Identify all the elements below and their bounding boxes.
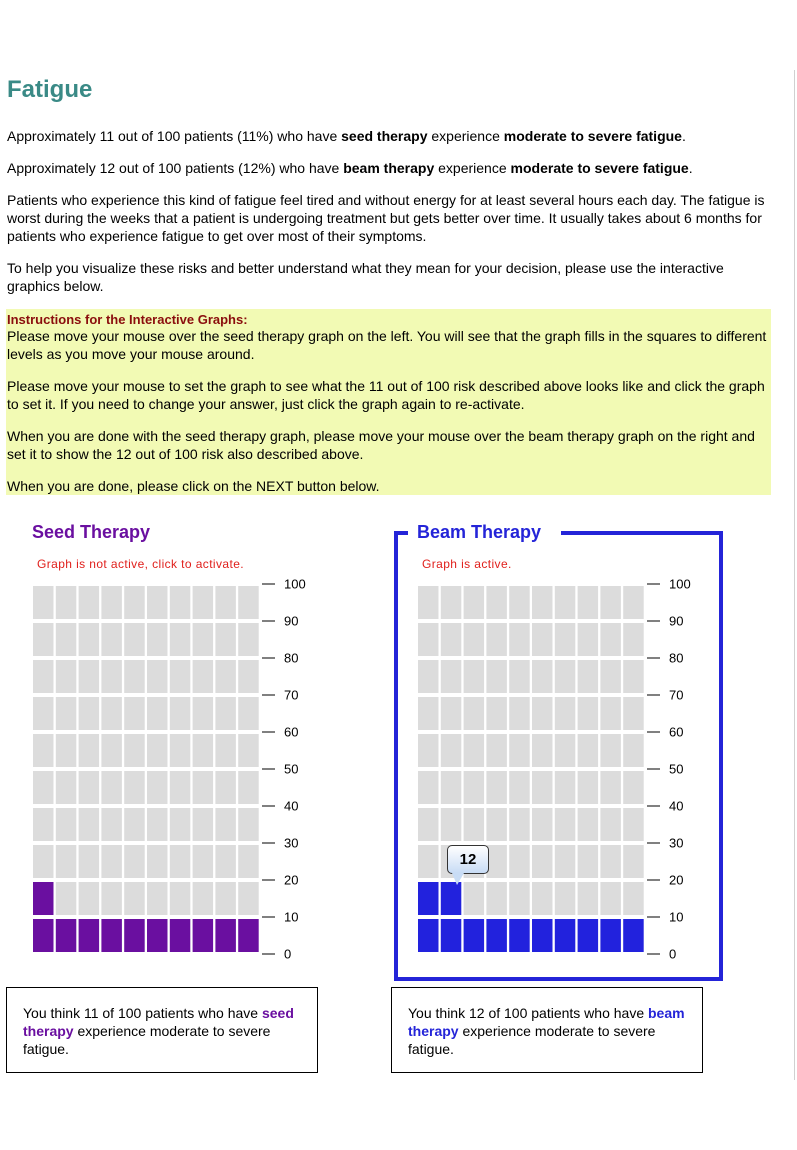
text: You think 12 of 100 patients who have [408, 1005, 648, 1021]
beam-panel-title: Beam Therapy [417, 522, 542, 542]
beam-cell[interactable] [578, 808, 599, 841]
text: Approximately 11 out of 100 patients (11%) who have [7, 128, 342, 144]
seed-cell[interactable] [147, 882, 168, 915]
seed-cell[interactable] [170, 882, 191, 915]
beam-cell[interactable] [464, 697, 485, 730]
seed-cell[interactable] [170, 734, 191, 767]
axis-tick-label: 50 [284, 761, 299, 777]
seed-cell[interactable] [56, 586, 77, 619]
seed-cell[interactable] [56, 808, 77, 841]
seed-cell[interactable] [193, 771, 214, 804]
seed-cell[interactable] [193, 586, 214, 619]
seed-graph-status: Graph is not active, click to activate. [37, 557, 245, 571]
beam-cell[interactable] [532, 623, 553, 656]
seed-cell[interactable] [193, 734, 214, 767]
emphasis: seed therapy [341, 128, 428, 144]
axis-tick-label: 40 [284, 798, 299, 814]
axis-tick-label: 10 [284, 909, 299, 925]
seed-cell[interactable] [101, 734, 122, 767]
beam-cell[interactable] [600, 734, 621, 767]
beam-cell[interactable] [418, 623, 439, 656]
seed-cell[interactable] [170, 586, 191, 619]
beam-cell[interactable] [464, 623, 485, 656]
seed-cell[interactable] [101, 771, 122, 804]
beam-cell[interactable] [623, 919, 644, 952]
seed-cell[interactable] [56, 734, 77, 767]
beam-cell[interactable] [509, 697, 530, 730]
text: You think 11 of 100 patients who have [23, 1005, 262, 1021]
instructions-line-1: Please move your mouse over the seed therapy graph on the left. You will see that the graph fills in the squares to different levels as you move your mouse around. [7, 328, 767, 362]
seed-cell[interactable] [56, 845, 77, 878]
seed-result-box [6, 987, 318, 1073]
axis-tick-label: 30 [284, 835, 299, 851]
beam-cell[interactable] [486, 845, 507, 878]
axis-tick-label: 60 [669, 724, 684, 740]
seed-cell[interactable] [101, 623, 122, 656]
beam-cell[interactable] [600, 697, 621, 730]
beam-cell[interactable] [532, 919, 553, 952]
text: Approximately 12 out of 100 patients (12%) who have [7, 160, 344, 176]
seed-cell[interactable] [33, 660, 54, 693]
beam-cell[interactable] [532, 845, 553, 878]
beam-graph-status: Graph is active. [422, 557, 512, 571]
beam-cell[interactable] [486, 771, 507, 804]
beam-cell[interactable] [532, 771, 553, 804]
beam-cell[interactable] [578, 586, 599, 619]
beam-cell[interactable] [441, 919, 462, 952]
beam-cell[interactable] [509, 771, 530, 804]
seed-cell[interactable] [170, 697, 191, 730]
beam-cell[interactable] [623, 845, 644, 878]
beam-cell[interactable] [509, 882, 530, 915]
seed-cell[interactable] [147, 734, 168, 767]
beam-cell[interactable] [532, 808, 553, 841]
beam-cell[interactable] [418, 919, 439, 952]
beam-cell[interactable] [486, 697, 507, 730]
seed-cell[interactable] [79, 734, 100, 767]
beam-cell[interactable] [418, 586, 439, 619]
seed-cell[interactable] [33, 882, 54, 915]
seed-cell[interactable] [124, 660, 145, 693]
beam-cell[interactable] [578, 623, 599, 656]
seed-cell[interactable] [101, 882, 122, 915]
beam-cell[interactable] [555, 771, 576, 804]
seed-cell[interactable] [147, 919, 168, 952]
beam-cell[interactable] [623, 734, 644, 767]
seed-cell[interactable] [101, 919, 122, 952]
axis-tick-label: 100 [669, 576, 691, 592]
seed-cell[interactable] [215, 623, 236, 656]
text: experience moderate to severe fatigue. [23, 1023, 271, 1057]
beam-cell[interactable] [464, 586, 485, 619]
beam-cell[interactable] [578, 845, 599, 878]
instructions-heading: Instructions for the Interactive Graphs: [7, 312, 248, 327]
axis-tick-label: 30 [669, 835, 684, 851]
axis-tick-label: 70 [284, 687, 299, 703]
beam-cell[interactable] [418, 734, 439, 767]
seed-cell[interactable] [238, 771, 259, 804]
seed-cell[interactable] [193, 882, 214, 915]
text: experience moderate to severe fatigue. [408, 1023, 656, 1057]
beam-cell[interactable] [623, 697, 644, 730]
seed-cell[interactable] [124, 882, 145, 915]
axis-tick-label: 0 [284, 946, 292, 962]
seed-cell[interactable] [56, 771, 77, 804]
beam-cell[interactable] [555, 845, 576, 878]
seed-cell[interactable] [101, 808, 122, 841]
seed-cell[interactable] [124, 771, 145, 804]
beam-cell[interactable] [600, 808, 621, 841]
seed-cell[interactable] [33, 734, 54, 767]
beam-cell[interactable] [464, 660, 485, 693]
beam-cell[interactable] [555, 623, 576, 656]
seed-cell[interactable] [238, 845, 259, 878]
beam-value-callout: 12 [447, 845, 489, 874]
seed-cell[interactable] [147, 586, 168, 619]
beam-cell[interactable] [418, 771, 439, 804]
beam-cell[interactable] [441, 808, 462, 841]
beam-cell[interactable] [600, 660, 621, 693]
beam-cell[interactable] [623, 586, 644, 619]
beam-cell[interactable] [418, 882, 439, 915]
seed-cell[interactable] [238, 919, 259, 952]
callout-tail [452, 873, 464, 885]
seed-cell[interactable] [101, 586, 122, 619]
instructions-line-3: When you are done with the seed therapy graph, please move your mouse over the beam therapy graph on the right and set it to show the 12 out of 100 risk also described above. [7, 428, 755, 462]
beam-cell[interactable] [600, 919, 621, 952]
beam-frame-top-right [561, 531, 719, 535]
seed-cell[interactable] [170, 660, 191, 693]
beam-cell[interactable] [464, 919, 485, 952]
beam-result-box [391, 987, 703, 1073]
beam-cell[interactable] [532, 734, 553, 767]
seed-cell[interactable] [124, 623, 145, 656]
seed-cell[interactable] [79, 808, 100, 841]
axis-tick-label: 90 [284, 613, 299, 629]
beam-cell[interactable] [418, 697, 439, 730]
axis-tick-label: 80 [669, 650, 684, 666]
seed-cell[interactable] [79, 660, 100, 693]
instructions-box [6, 309, 771, 495]
axis-tick-label: 0 [669, 946, 677, 962]
beam-cell[interactable] [532, 882, 553, 915]
beam-cell[interactable] [578, 771, 599, 804]
seed-cell[interactable] [124, 919, 145, 952]
beam-cell[interactable] [555, 697, 576, 730]
fatigue-description: Patients who experience this kind of fatigue feel tired and without energy for at least several hours each day. The fatigue is worst during the weeks that a patient is undergoing treatment but gets better over time. It usually takes about 6 months for patients who experience fatigue to get over most of their symptoms. [7, 192, 765, 244]
seed-cell[interactable] [147, 845, 168, 878]
beam-cell[interactable] [509, 623, 530, 656]
seed-cell[interactable] [124, 845, 145, 878]
seed-cell[interactable] [238, 697, 259, 730]
seed-result-text [23, 1004, 301, 1058]
seed-cell[interactable] [215, 845, 236, 878]
seed-cell[interactable] [101, 845, 122, 878]
seed-cell[interactable] [170, 845, 191, 878]
axis-tick-label: 80 [284, 650, 299, 666]
emphasis: beam therapy [343, 160, 435, 176]
axis-tick-label: 50 [669, 761, 684, 777]
seed-cell[interactable] [170, 623, 191, 656]
beam-cell[interactable] [555, 586, 576, 619]
axis-tick-label: 60 [284, 724, 299, 740]
beam-cell[interactable] [486, 623, 507, 656]
seed-cell[interactable] [56, 660, 77, 693]
seed-cell[interactable] [193, 808, 214, 841]
beam-cell[interactable] [441, 660, 462, 693]
beam-cell[interactable] [509, 808, 530, 841]
beam-cell[interactable] [623, 808, 644, 841]
beam-cell[interactable] [464, 882, 485, 915]
beam-cell[interactable] [600, 586, 621, 619]
seed-cell[interactable] [193, 660, 214, 693]
beam-cell[interactable] [600, 845, 621, 878]
beam-cell[interactable] [578, 697, 599, 730]
beam-cell[interactable] [509, 919, 530, 952]
seed-cell[interactable] [33, 623, 54, 656]
seed-risk-graph[interactable] [30, 575, 330, 967]
beam-cell[interactable] [441, 734, 462, 767]
seed-cell[interactable] [215, 808, 236, 841]
instructions-line-2: Please move your mouse to set the graph to see what the 11 out of 100 risk described above looks like and click the graph to set it. If you need to change your answer, just click the graph again to re-activate. [7, 378, 765, 412]
seed-cell[interactable] [238, 660, 259, 693]
seed-cell[interactable] [238, 808, 259, 841]
seed-cell[interactable] [215, 586, 236, 619]
text: experience [427, 128, 504, 144]
seed-cell[interactable] [79, 697, 100, 730]
axis-tick-label: 20 [284, 872, 299, 888]
beam-cell[interactable] [623, 882, 644, 915]
beam-cell[interactable] [623, 660, 644, 693]
beam-cell[interactable] [486, 734, 507, 767]
beam-cell[interactable] [623, 623, 644, 656]
axis-tick-label: 20 [669, 872, 684, 888]
emphasis: moderate to severe fatigue [503, 128, 682, 144]
seed-cell[interactable] [193, 845, 214, 878]
beam-cell[interactable] [532, 586, 553, 619]
seed-cell[interactable] [79, 845, 100, 878]
beam-cell[interactable] [600, 623, 621, 656]
beam-cell[interactable] [600, 882, 621, 915]
text: . [681, 128, 686, 144]
beam-cell[interactable] [623, 771, 644, 804]
seed-cell[interactable] [147, 697, 168, 730]
seed-cell[interactable] [101, 660, 122, 693]
seed-cell[interactable] [33, 697, 54, 730]
beam-cell[interactable] [509, 734, 530, 767]
seed-cell[interactable] [215, 771, 236, 804]
seed-cell[interactable] [215, 697, 236, 730]
seed-cell[interactable] [56, 697, 77, 730]
beam-cell[interactable] [555, 882, 576, 915]
beam-cell[interactable] [418, 808, 439, 841]
seed-cell[interactable] [79, 586, 100, 619]
seed-cell[interactable] [33, 771, 54, 804]
seed-cell[interactable] [193, 623, 214, 656]
axis-tick-label: 40 [669, 798, 684, 814]
beam-cell[interactable] [578, 882, 599, 915]
page-right-border [794, 70, 795, 1080]
beam-cell[interactable] [464, 808, 485, 841]
beam-cell[interactable] [509, 845, 530, 878]
page-title: Fatigue [7, 76, 93, 103]
beam-cell[interactable] [555, 919, 576, 952]
seed-cell[interactable] [238, 623, 259, 656]
beam-cell[interactable] [600, 771, 621, 804]
seed-cell[interactable] [147, 808, 168, 841]
beam-cell[interactable] [509, 660, 530, 693]
beam-cell[interactable] [486, 660, 507, 693]
axis-tick-label: 10 [669, 909, 684, 925]
seed-cell[interactable] [147, 623, 168, 656]
seed-cell[interactable] [56, 623, 77, 656]
beam-cell[interactable] [486, 808, 507, 841]
seed-cell[interactable] [147, 660, 168, 693]
seed-emphasis: seed therapy [23, 1005, 294, 1039]
beam-cell[interactable] [441, 697, 462, 730]
beam-cell[interactable] [418, 660, 439, 693]
visualize-paragraph: To help you visualize these risks and better understand what they mean for your decision, please use the interactive graphics below. [7, 260, 724, 294]
seed-cell[interactable] [215, 919, 236, 952]
beam-result-text [408, 1004, 686, 1058]
seed-cell[interactable] [101, 697, 122, 730]
beam-cell[interactable] [486, 586, 507, 619]
seed-cell[interactable] [147, 771, 168, 804]
seed-cell[interactable] [238, 586, 259, 619]
seed-cell[interactable] [193, 919, 214, 952]
seed-cell[interactable] [124, 808, 145, 841]
beam-cell[interactable] [464, 734, 485, 767]
beam-cell[interactable] [509, 586, 530, 619]
beam-cell[interactable] [532, 660, 553, 693]
seed-cell[interactable] [33, 845, 54, 878]
beam-cell[interactable] [555, 808, 576, 841]
beam-cell[interactable] [532, 697, 553, 730]
beam-cell[interactable] [441, 623, 462, 656]
seed-cell[interactable] [124, 734, 145, 767]
beam-risk-graph[interactable] [415, 575, 715, 967]
beam-cell[interactable] [578, 660, 599, 693]
beam-cell[interactable] [441, 882, 462, 915]
beam-cell[interactable] [464, 771, 485, 804]
seed-cell[interactable] [238, 734, 259, 767]
seed-cell[interactable] [79, 771, 100, 804]
beam-emphasis: beam therapy [408, 1005, 685, 1039]
seed-cell[interactable] [33, 919, 54, 952]
text: . [688, 160, 693, 176]
text: experience [434, 160, 511, 176]
emphasis: moderate to severe fatigue [510, 160, 689, 176]
seed-cell[interactable] [124, 697, 145, 730]
seed-cell[interactable] [238, 882, 259, 915]
beam-cell[interactable] [555, 660, 576, 693]
seed-cell[interactable] [79, 919, 100, 952]
beam-cell[interactable] [578, 734, 599, 767]
beam-cell[interactable] [441, 586, 462, 619]
seed-cell[interactable] [170, 919, 191, 952]
seed-cell[interactable] [79, 882, 100, 915]
beam-risk-paragraph [7, 159, 775, 177]
seed-cell[interactable] [79, 623, 100, 656]
seed-cell[interactable] [170, 808, 191, 841]
axis-tick-label: 90 [669, 613, 684, 629]
beam-cell[interactable] [441, 771, 462, 804]
beam-cell[interactable] [578, 919, 599, 952]
axis-tick-label: 100 [284, 576, 306, 592]
instructions-line-4: When you are done, please click on the NEXT button below. [7, 478, 380, 494]
seed-cell[interactable] [33, 586, 54, 619]
beam-cell[interactable] [555, 734, 576, 767]
seed-cell[interactable] [193, 697, 214, 730]
seed-panel-title: Seed Therapy [32, 522, 151, 542]
seed-cell[interactable] [33, 808, 54, 841]
seed-cell[interactable] [56, 882, 77, 915]
beam-cell[interactable] [418, 845, 439, 878]
seed-cell[interactable] [56, 919, 77, 952]
seed-risk-paragraph [7, 127, 775, 145]
seed-cell[interactable] [215, 660, 236, 693]
beam-frame-top-left [394, 531, 408, 535]
beam-cell[interactable] [486, 919, 507, 952]
seed-cell[interactable] [170, 771, 191, 804]
seed-cell[interactable] [124, 586, 145, 619]
axis-tick-label: 70 [669, 687, 684, 703]
seed-cell[interactable] [215, 734, 236, 767]
seed-cell[interactable] [215, 882, 236, 915]
beam-cell[interactable] [486, 882, 507, 915]
